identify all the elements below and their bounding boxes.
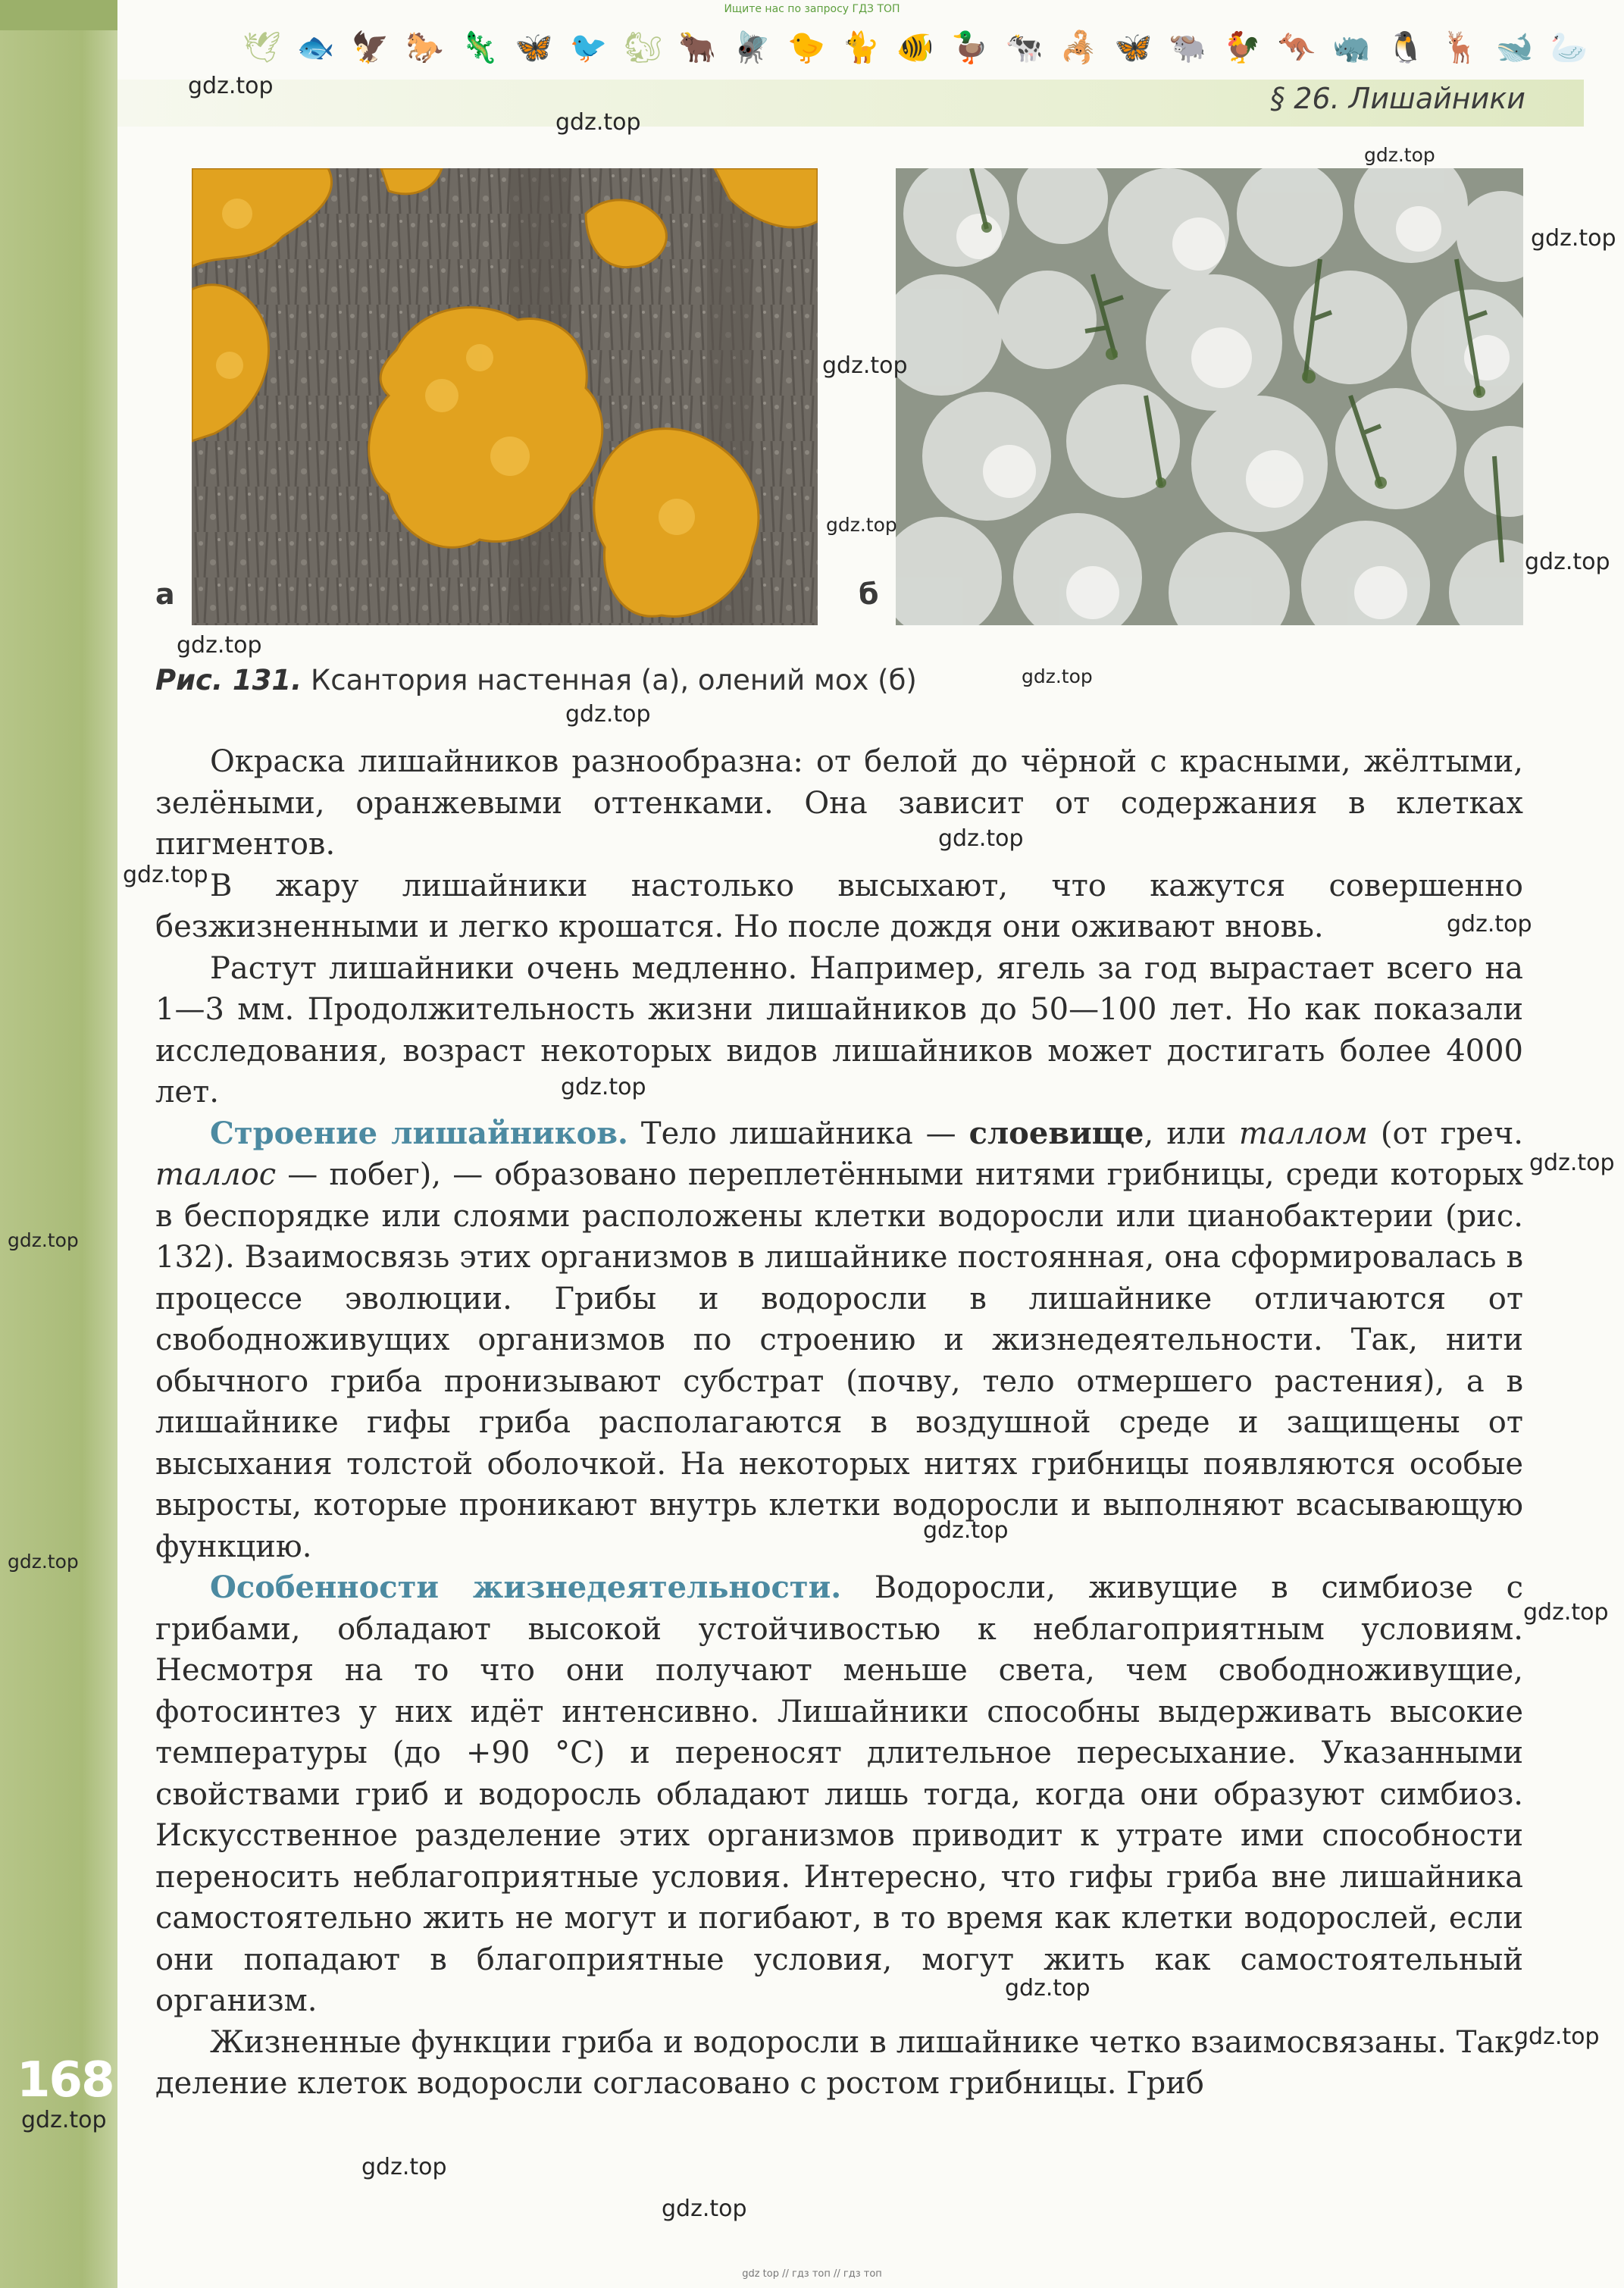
text-span: Водоросли, живущие в симбиозе с грибами, обладают высокой устойчивостью к неблагоприятным условиям. Несмотря на то что они получают меньше света, чем свободноживущие, фотосинтез у них идёт интенсивно. Лишайники способны выдерживать высокие температуры (до +90 °С) и переносят длительное пересыхание. Указанными свойствами гриб и водоросль обладают лишь тогда, когда они образуют симбиоз. Искусственное разделение этих организмов приводит к утрате ими способности переносить неблагоприятные условия. Интересно, что гифы гриба вне лишайника самостоятельно жить не могут и погибают, в то время как клетки водорослей, если они попадают в благоприятные условия, могут жить как самостоятельный организм.: [155, 1570, 1524, 2018]
watermark: gdz.top: [1523, 1599, 1609, 1626]
bird-icon: 🐦: [569, 30, 608, 65]
watermark: gdz.top: [1005, 1975, 1090, 2002]
bird-icon: 🦆: [950, 30, 989, 65]
top-note: Ищите нас по запросу ГДЗ ТОП: [724, 3, 900, 15]
paragraph-life-features: [155, 1567, 1523, 2022]
deer-icon: 🦌: [1441, 30, 1479, 65]
kangaroo-icon: 🦘: [1278, 30, 1316, 65]
watermark: gdz.top: [1529, 1150, 1615, 1176]
fish-icon: 🐟: [296, 30, 335, 65]
bull-icon: 🐂: [678, 30, 717, 65]
paragraph-drying: В жару лишайники настолько высыхают, что кажутся совершенно безжизненными и легко крошатся. Но после дождя они оживают вновь.: [155, 868, 1523, 944]
watermark: gdz.top: [188, 73, 274, 99]
bird-icon: 🦅: [351, 30, 390, 65]
watermark: gdz.top: [923, 1517, 1009, 1544]
photo-xanthoria-lichen: [192, 168, 818, 625]
bird-icon: 🐤: [787, 30, 825, 65]
cow-icon: 🐄: [1005, 30, 1044, 65]
paragraph-coloration: Окраска лишайников разнообразна: от белой до чёрной с красными, жёлтыми, зелёными, оранжевыми оттенками. Она зависит от содержания в клетках пигментов.: [155, 744, 1523, 862]
butterfly-icon: 🦋: [1114, 30, 1153, 65]
photo-label-a: а: [155, 577, 175, 611]
term-tallos: таллос: [155, 1157, 277, 1192]
paragraph-growth: Растут лишайники очень медленно. Например, ягель за год вырастает всего на 1—3 мм. Продолжительность жизни лишайников до 50—100 лет. Но как показали исследования, возраст некоторых видов лишайников может достигать более 4000 лет.: [155, 950, 1523, 1110]
term-tallom: таллом: [1238, 1116, 1368, 1151]
horse-icon: 🐎: [405, 30, 444, 65]
heading-structure: Строение лишайников.: [210, 1115, 628, 1151]
paragraph-structure: [155, 1113, 1523, 1568]
bird-icon: 🐧: [1387, 30, 1425, 65]
rhino-icon: 🦏: [1332, 30, 1370, 65]
fish-icon: 🐠: [896, 30, 934, 65]
bird-icon: 🕊: [243, 30, 281, 65]
left-margin-bar: [0, 0, 117, 2288]
photo-label-b: б: [859, 577, 879, 611]
watermark: gdz.top: [1022, 665, 1093, 687]
figure-number: Рис. 131.: [155, 664, 302, 696]
watermark: gdz.top: [826, 514, 897, 536]
text-span: Тело лишайника —: [627, 1116, 969, 1151]
section-title: § 26. Лишайники: [1270, 82, 1525, 115]
watermark: gdz.top: [561, 1074, 646, 1100]
scorpion-icon: 🦂: [1059, 30, 1098, 65]
reindeer-moss-image: [896, 168, 1523, 625]
heading-life-features: Особенности жизнедеятельности.: [210, 1570, 842, 1605]
text-span: , или: [1144, 1116, 1239, 1151]
watermark: gdz.top: [565, 701, 651, 728]
fly-icon: 🪰: [733, 30, 771, 65]
watermark: gdz.top: [1364, 144, 1435, 166]
watermark: gdz.top: [662, 2196, 747, 2222]
bird-icon: 🦢: [1550, 30, 1588, 65]
watermark: gdz.top: [938, 825, 1024, 852]
text-span: — побег), — образовано переплетёнными нитями грибницы, среди которых в беспорядке или слоями расположены клетки водоросли или цианобактерии (рис. 132). Взаимосвязь этих организмов в лишайнике постоянная, она сформировалась в процессе эволюции. Грибы и водоросли в лишайнике отличаются от свободноживущих организмов по строению и жизнедеятельности. Так, нити обычного гриба пронизывают субстрат (почву, тело отмершего растения), а в лишайнике гифы гриба располагаются в воздушной среде и защищены от высыхания толстой оболочкой. На некоторых нитях грибницы появляются особые выросты, которые проникают внутрь клетки водоросли и выполняют всасывающую функцию.: [155, 1157, 1523, 1564]
watermark: gdz.top: [1525, 549, 1610, 575]
lizard-icon: 🦎: [460, 30, 499, 65]
bottom-note: gdz top // гдз топ // гдз топ: [742, 2268, 882, 2280]
watermark: gdz.top: [123, 862, 208, 888]
body-text: [155, 741, 1523, 2105]
watermark: gdz.top: [361, 2154, 447, 2180]
xanthoria-image: [192, 168, 818, 625]
figure-caption: [155, 664, 917, 696]
cat-icon: 🐈: [841, 30, 880, 65]
figure-caption-text: Ксантория настенная (а), олений мох (б): [302, 664, 917, 696]
watermark: gdz.top: [8, 1229, 79, 1251]
buffalo-icon: 🐃: [1169, 30, 1207, 65]
paragraph-functions: Жизненные функции гриба и водоросли в лишайнике четко взаимосвязаны. Так, деление клеток водоросли согласовано с ростом грибницы. Гриб: [155, 2024, 1523, 2101]
text-span: (от греч.: [1367, 1116, 1524, 1151]
term-sloevishche: слоевище: [968, 1115, 1144, 1151]
rooster-icon: 🐓: [1223, 30, 1262, 65]
page-number: 168: [17, 2052, 114, 2108]
watermark: gdz.top: [1514, 2024, 1600, 2050]
animal-silhouette-strip: [243, 21, 1588, 74]
squirrel-icon: 🐿: [624, 30, 663, 65]
watermark: gdz.top: [177, 632, 262, 659]
whale-icon: 🐋: [1495, 30, 1534, 65]
photo-reindeer-moss: [896, 168, 1523, 625]
watermark: gdz.top: [21, 2107, 107, 2133]
watermark: gdz.top: [555, 109, 641, 136]
watermark: gdz.top: [822, 352, 908, 379]
watermark: gdz.top: [1531, 225, 1616, 252]
watermark: gdz.top: [8, 1551, 79, 1573]
watermark: gdz.top: [1447, 911, 1532, 937]
butterfly-icon: 🦋: [515, 30, 553, 65]
